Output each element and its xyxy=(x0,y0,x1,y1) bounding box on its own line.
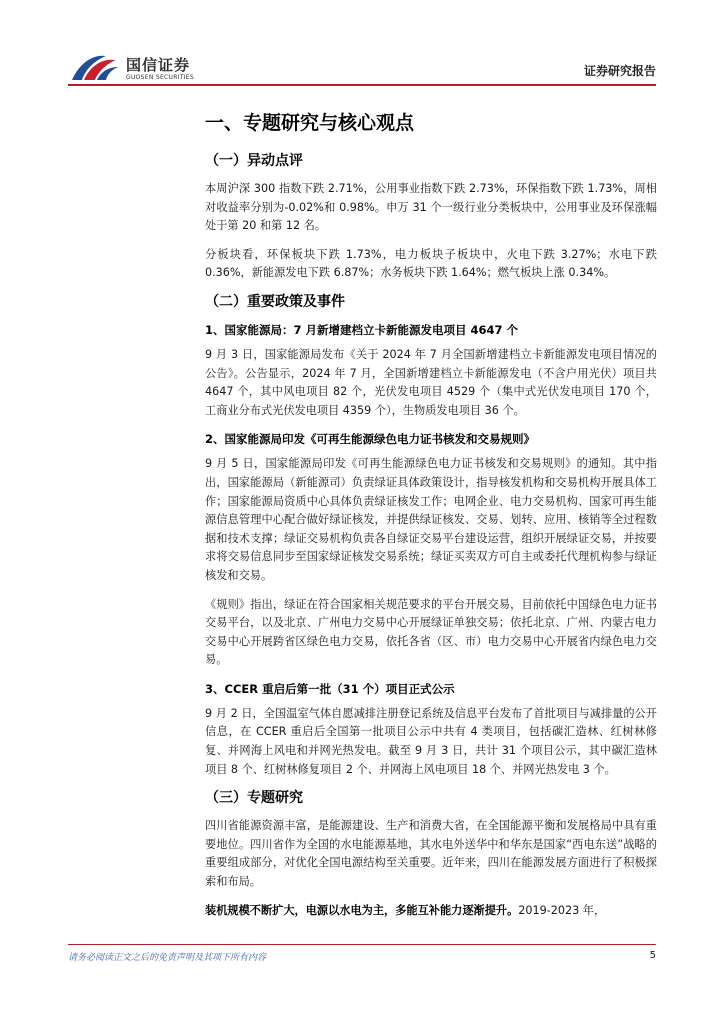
paragraph-sichuan-capacity xyxy=(205,902,657,921)
paragraph-event-1: 9 月 3 日，国家能源局发布《关于 2024 年 7 月全国新增建档立卡新能源发电项目情况的公告》。公告显示，2024 年 7 月，全国新增建档立卡新能源发电（不含户用光伏）项目共 4647 个，其中风电项目 82 个，光伏发电项目 4529 个（集中式光伏发电项目 170 个，工商业分布式光伏发电项目 4359 个），生物质发电项目 36 个。 xyxy=(205,347,657,417)
subsection-title-special-research: （三）专题研究 xyxy=(205,790,303,807)
event-title-1: 1、国家能源局：7 月新增建档立卡新能源发电项目 4647 个 xyxy=(205,322,519,337)
footer-divider xyxy=(68,944,656,945)
paragraph-event-2b: 《规则》指出，绿证在符合国家相关规范要求的平台开展交易，目前依托中国绿色电力证书交易平台，以及北京、广州电力交易中心开展绿证单独交易；依托北京、广州、内蒙古电力交易中心开展跨省区绿色电力交易，依托各省（区、市）电力交易中心开展省内绿色电力交易。 xyxy=(205,597,657,667)
paragraph-lead-rest: 2019-2023 年， xyxy=(518,903,606,917)
page-number: 5 xyxy=(649,950,656,961)
paragraph-event-2a: 9 月 5 日，国家能源局印发《可再生能源绿色电力证书核发和交易规则》的通知。其中指出，国家能源局（新能源司）负责绿证具体政策设计，指导核发机构和交易机构开展具体工作；国家能源局资质中心具体负责绿证核发工作；电网企业、电力交易机构、国家可再生能源信息管理中心配合做好绿证核发，并提供绿证核发、交易、划转、应用、核销等全过程数据和技术支撑；绿证交易机构负责各自绿证交易平台建设运营，组织开展绿证交易，并按要求将交易信息同步至国家绿证核发交易系统；绿证买卖双方可自主或委托代理机构参与绿证核发和交易。 xyxy=(205,457,657,582)
page-header xyxy=(0,0,724,90)
paragraph-sector-performance: 分板块看，环保板块下跌 1.73%，电力板块子板块中，火电下跌 3.27%；水电下跌 0.36%，新能源发电下跌 6.87%；水务板块下跌 1.64%；燃气板块上涨 0.34%。 xyxy=(205,247,657,280)
disclaimer-text: 请务必阅读正文之后的免责声明及其项下所有内容 xyxy=(68,953,267,963)
guosen-logo-mark-icon xyxy=(70,50,120,84)
paragraph-sichuan-intro: 四川省能源资源丰富，是能源建设、生产和消费大省，在全国能源平衡和发展格局中具有重要地位。四川省作为全国的水电能源基地，其水电外送华中和华东是国家“西电东送”战略的重要组成部分，对优化全国电源结构至关重要。近年来，四川在能源发展方面进行了积极探索和布局。 xyxy=(205,819,657,889)
subsection-title-market-review: （一）异动点评 xyxy=(205,153,303,169)
logo-english-name: GUOSEN SECURITIES xyxy=(126,74,195,81)
guosen-logo xyxy=(70,50,200,86)
event-title-3: 3、CCER 重启后第一批（31 个）项目正式公示 xyxy=(205,681,455,696)
logo-chinese-name: 国信证券 xyxy=(126,56,191,74)
subsection-title-policy-events: （二）重要政策及事件 xyxy=(205,293,345,310)
paragraph-market-index: 本周沪深 300 指数下跌 2.71%，公用事业指数下跌 2.73%，环保指数下跌 1.73%，周相对收益率分别为-0.02%和 0.98%。申万 31 个一级行业分类板块中，公用事业及环保涨幅处于第 20 和第 12 名。 xyxy=(205,182,657,233)
section-title: 一、专题研究与核心观点 xyxy=(205,112,415,134)
paragraph-event-3: 9 月 2 日，全国温室气体自愿减排注册登记系统及信息平台发布了首批项目与减排量的公开信息，在 CCER 重启后全国第一批项目公示中共有 4 类项目，包括碳汇造林、红树林修复、并网海上风电和并网光热发电。截至 9 月 3 日，共计 31 个项目公示，其中碳汇造林项目 8 个、红树林修复项目 2 个、并网海上风电项目 18 个、并网光热发电 3 个。 xyxy=(205,706,657,776)
page-footer xyxy=(68,944,656,964)
report-type-label: 证券研究报告 xyxy=(583,64,656,78)
event-title-2: 2、国家能源局印发《可再生能源绿色电力证书核发和交易规则》 xyxy=(205,432,535,447)
report-body xyxy=(205,110,657,930)
paragraph-lead-bold: 装机规模不断扩大，电源以水电为主，多能互补能力逐渐提升。 xyxy=(205,903,519,917)
header-divider xyxy=(68,84,656,86)
